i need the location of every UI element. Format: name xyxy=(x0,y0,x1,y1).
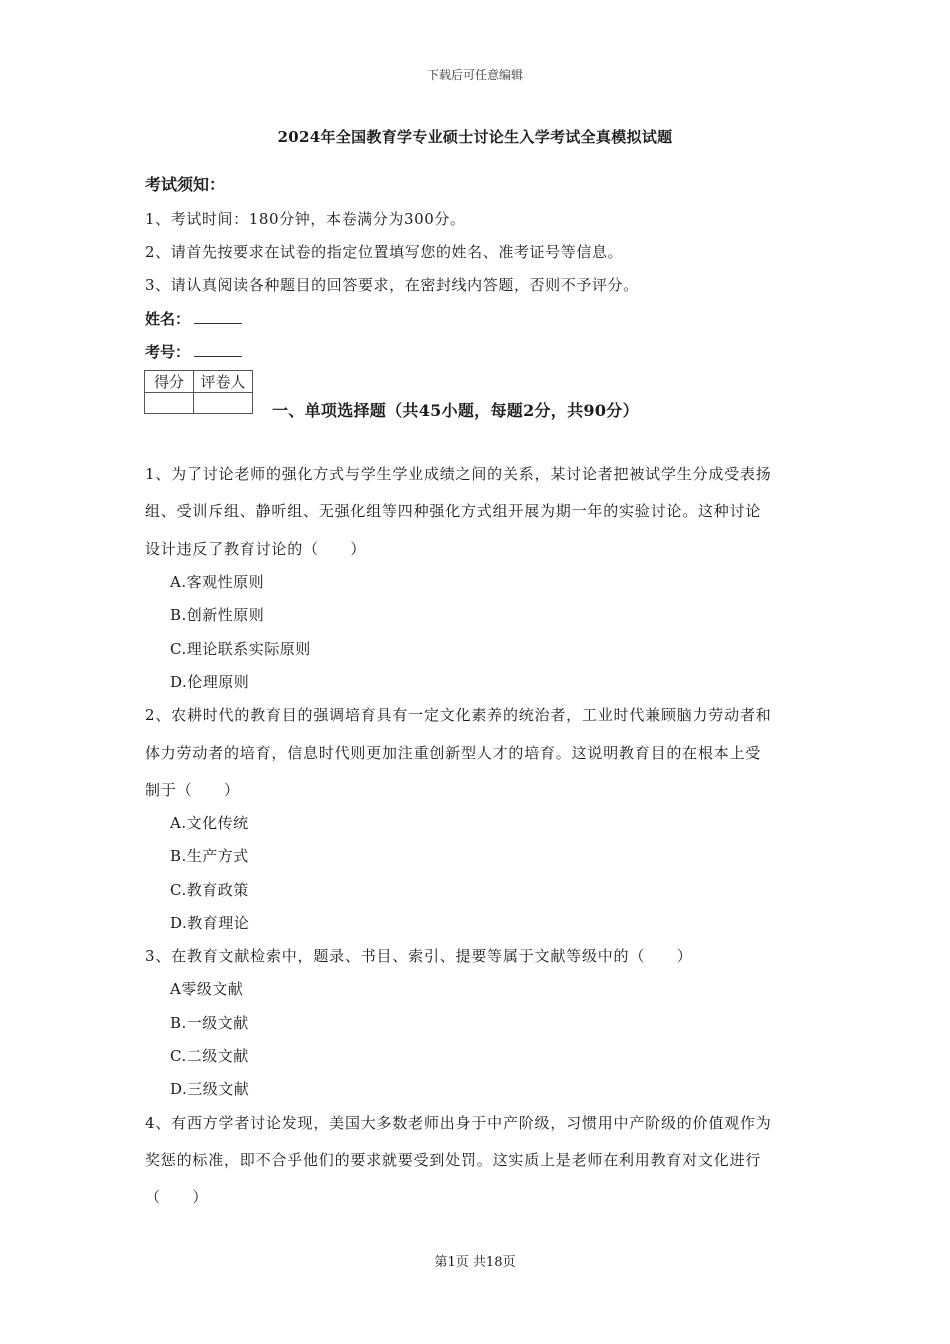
page-footer: 第1页 共18页 xyxy=(434,1255,516,1270)
question-1-line: 组、受训斥组、静听组、无强化组等四种强化方式组开展为期一年的实验讨论。这种讨论 xyxy=(145,502,762,520)
question-2-option-a[interactable]: A.文化传统 xyxy=(170,814,249,832)
score-cell[interactable] xyxy=(145,393,194,414)
question-3-option-c[interactable]: C.二级文献 xyxy=(170,1047,249,1065)
question-1-line: 1、为了讨论老师的强化方式与学生学业成绩之间的关系，某讨论者把被试学生分成受表扬 xyxy=(145,465,772,483)
question-1-option-d[interactable]: D.伦理原则 xyxy=(170,673,250,691)
question-3-option-a[interactable]: A零级文献 xyxy=(170,980,244,998)
name-label: 姓名： xyxy=(145,310,191,328)
question-2-line: 制于（ ） xyxy=(145,781,240,799)
score-table xyxy=(144,370,253,414)
notice-item: 2、请首先按要求在试卷的指定位置填写您的姓名、准考证号等信息。 xyxy=(145,243,624,261)
id-blank[interactable] xyxy=(194,342,242,357)
question-2-option-c[interactable]: C.教育政策 xyxy=(170,881,249,899)
name-blank[interactable] xyxy=(194,309,242,324)
question-2-line: 2、农耕时代的教育目的强调培育具有一定文化素养的统治者，工业时代兼顾脑力劳动者和 xyxy=(145,706,772,724)
question-3-option-d[interactable]: D.三级文献 xyxy=(170,1080,250,1098)
grader-header: 评卷人 xyxy=(194,371,253,393)
question-1-option-b[interactable]: B.创新性原则 xyxy=(170,606,265,624)
header-note: 下载后可任意编辑 xyxy=(426,68,523,82)
grader-cell[interactable] xyxy=(194,393,253,414)
id-field[interactable] xyxy=(145,341,242,362)
question-4-line: 奖惩的标准，即不合乎他们的要求就要受到处罚。这实质上是老师在利用教育对文化进行 xyxy=(145,1151,762,1169)
section-title: 一、单项选择题（共45小题，每题2分，共90分） xyxy=(272,401,639,420)
name-field[interactable] xyxy=(145,308,242,329)
question-2-option-d[interactable]: D.教育理论 xyxy=(170,914,250,932)
question-4-line: （ ） xyxy=(145,1188,209,1206)
question-2-line: 体力劳动者的培育，信息时代则更加注重创新型人才的培育。这说明教育目的在根本上受 xyxy=(145,744,762,762)
question-2-option-b[interactable]: B.生产方式 xyxy=(170,847,249,865)
document-title: 2024年全国教育学专业硕士讨论生入学考试全真模拟试题 xyxy=(277,128,673,146)
question-3-line: 3、在教育文献检索中，题录、书目、索引、提要等属于文献等级中的（ ） xyxy=(145,947,693,965)
question-1-line: 设计违反了教育讨论的（ ） xyxy=(145,540,367,558)
question-3-option-b[interactable]: B.一级文献 xyxy=(170,1014,249,1032)
notice-item: 1、考试时间：180分钟，本卷满分为300分。 xyxy=(145,210,466,228)
question-1-option-a[interactable]: A.客观性原则 xyxy=(170,573,265,591)
score-header: 得分 xyxy=(145,371,194,393)
question-1-option-c[interactable]: C.理论联系实际原则 xyxy=(170,640,311,658)
id-label: 考号： xyxy=(145,343,191,361)
notice-item: 3、请认真阅读各种题目的回答要求，在密封线内答题，否则不予评分。 xyxy=(145,276,639,294)
question-4-line: 4、有西方学者讨论发现，美国大多数老师出身于中产阶级，习惯用中产阶级的价值观作为 xyxy=(145,1114,772,1132)
notice-heading: 考试须知： xyxy=(145,175,226,194)
